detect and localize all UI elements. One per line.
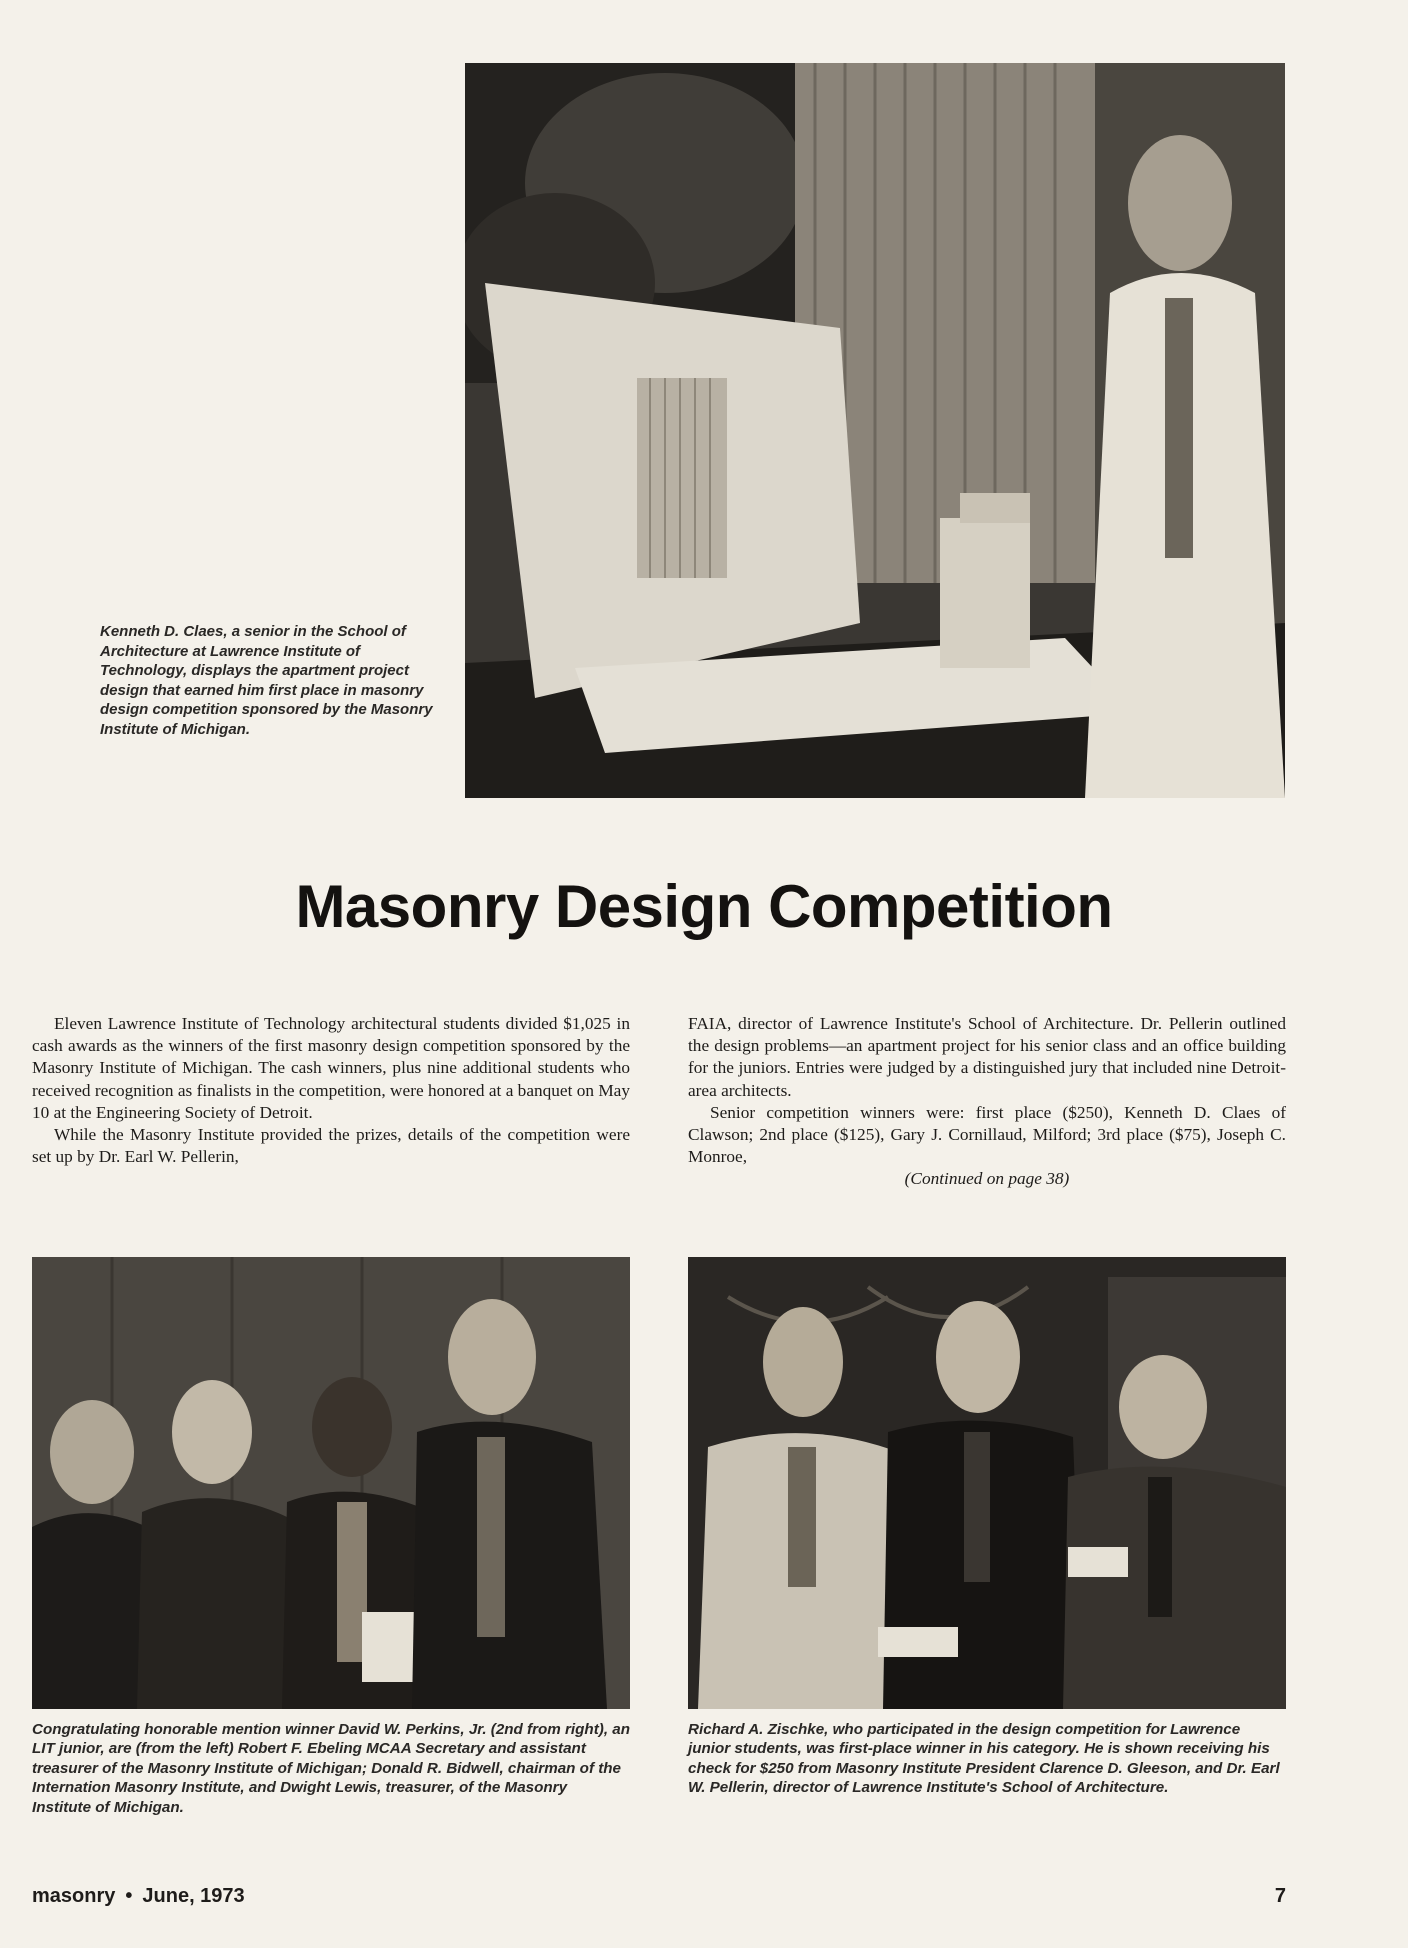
- photo-caption-bottom-left: Congratulating honorable mention winner David W. Perkins, Jr. (2nd from right), an LIT junior, are (from the left) Robert F. Ebeling MCAA Secretary and assistant treasurer of the Masonry Institute of Michigan; Donald R. Bidwell, chairman of the Internation Masonry Institute, and Dwight Lewis, treasurer, of the Masonry Institute of Michigan.: [32, 1721, 630, 1816]
- page-number: 7: [1274, 1885, 1286, 1907]
- photo-caption-bottom-right: Richard A. Zischke, who participated in the design competition for Lawrence junior students, was first-place winner in his category. He is shown receiving his check for $250 from Masonry Institute President Clarence D. Gleeson, and Dr. Earl W. Pellerin, director of Lawrence Institute's School of Architecture.: [688, 1721, 1280, 1797]
- photo-caption-top: Kenneth D. Claes, a senior in the School of Architecture at Lawrence Institute of Technology, displays the apartment project design that earned him first place in masonry design competition sponsored by the Masonry Institute of Michigan.: [100, 623, 433, 738]
- article-paragraph: Eleven Lawrence Institute of Technology architectural students divided $1,025 in cash awards as the winners of the first masonry design competition sponsored by the Masonry Institute of Michigan. The cash winners, plus nine additional students who received recognition as finalists in the competition, were honored at a banquet on May 10 at the Engineering Society of Detroit.: [32, 1014, 630, 1122]
- article-column-right: [688, 1013, 1286, 1191]
- photo-design-display: [465, 63, 1285, 798]
- publication-name: masonry: [32, 1885, 116, 1907]
- article-column-left: [32, 1013, 630, 1168]
- article-paragraph: FAIA, director of Lawrence Institute's School of Architecture. Dr. Pellerin outlined the design problems—an apartment project for his senior class and an office building for the juniors. Entries were judged by a distinguished jury that included nine Detroit-area architects.: [688, 1014, 1286, 1100]
- issue-date: June, 1973: [142, 1885, 245, 1907]
- headline: Masonry Design Competition: [295, 873, 1113, 940]
- continued-note: (Continued on page 38): [904, 1169, 1070, 1189]
- article-paragraph: Senior competition winners were: first place ($250), Kenneth D. Claes of Clawson; 2nd place ($125), Gary J. Cornillaud, Milford; 3rd place ($75), Joseph C. Monroe,: [688, 1102, 1286, 1167]
- article-paragraph: While the Masonry Institute provided the prizes, details of the competition were set up by Dr. Earl W. Pellerin,: [32, 1125, 630, 1167]
- photo-honorable-mention: [32, 1257, 630, 1709]
- separator-dot: •: [125, 1885, 133, 1907]
- footer-publication-line: [32, 1885, 245, 1908]
- photo-check-presentation: [688, 1257, 1286, 1709]
